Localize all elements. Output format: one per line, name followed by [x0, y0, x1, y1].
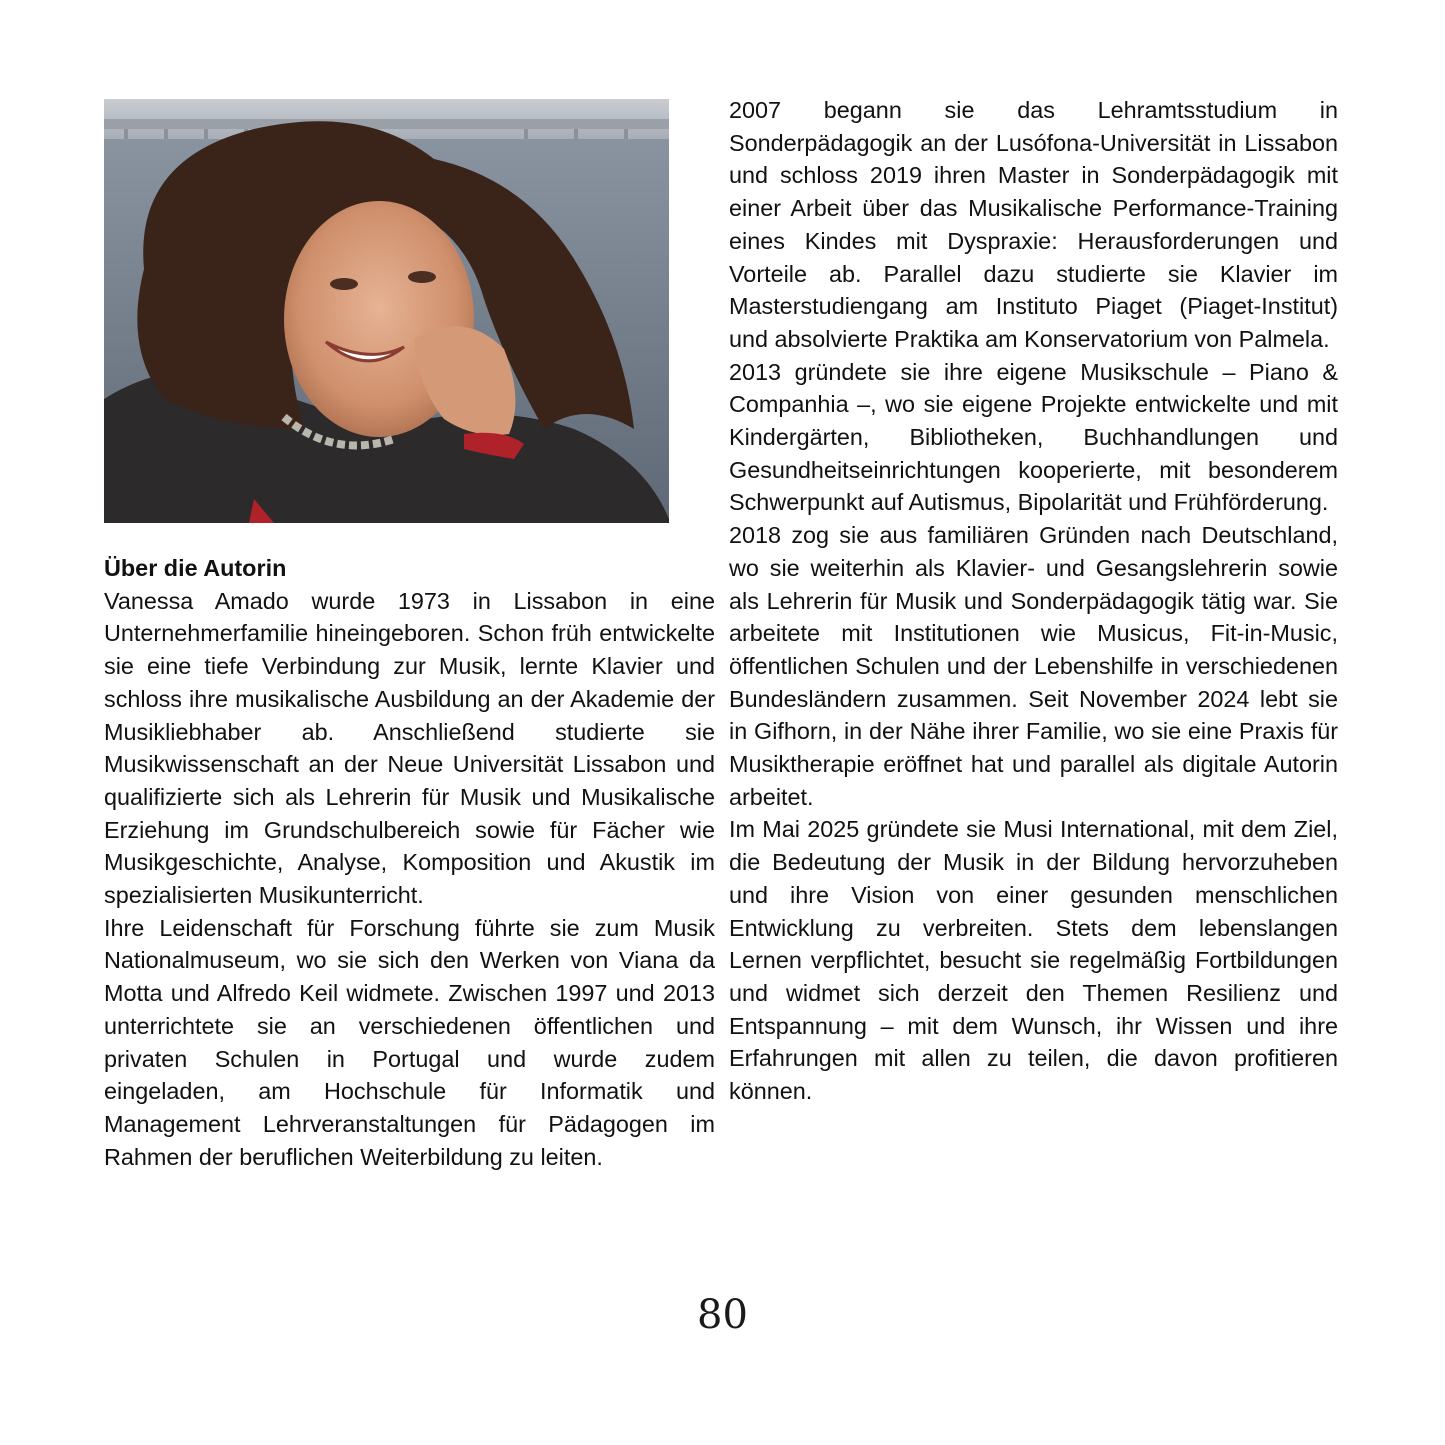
right-text-column	[729, 94, 1338, 1108]
section-heading: Über die Autorin	[104, 555, 287, 581]
author-portrait-photo	[104, 99, 669, 523]
page-number: 80	[697, 1292, 748, 1338]
paragraph: 2013 gründete sie ihre eigene Musikschule – Piano & Companhia –, wo sie eigene Projekte entwickelte und mit Kindergärten, Bibliotheken, Buchhandlungen und Gesundheitseinrichtungen kooperierte, mit besonderem Schwerpunkt auf Autismus, Bipolarität und Frühförderung.	[729, 358, 1338, 516]
paragraph: Ihre Leidenschaft für Forschung führte sie zum Musik Nationalmuseum, wo sie sich den Werken von Viana da Motta und Alfredo Keil widmete. Zwischen 1997 und 2013 unterrichtete sie an verschiedenen öffentlichen und privaten Schulen in Portugal und wurde zudem eingeladen, am Hochschule für Informatik und Management Lehrveranstaltungen für Pädagogen im Rahmen der beruflichen Weiterbildung zu leiten.	[104, 914, 715, 1170]
paragraph: 2007 begann sie das Lehramtsstudium in Sonderpädagogik an der Lusófona-Universität in Lissabon und schloss 2019 ihren Master in Sonderpädagogik mit einer Arbeit über das Musikalische Performance-Training eines Kindes mit Dyspraxie: Herausforderungen und Vorteile ab. Parallel dazu studierte sie Klavier im Masterstudiengang am Instituto Piaget (Piaget-Institut) und absolvierte Praktika am Konservatorium von Palmela.	[729, 97, 1338, 352]
paragraph: 2018 zog sie aus familiären Gründen nach Deutschland, wo sie weiterhin als Klavier- und Gesangslehrerin sowie als Lehrerin für Musik und Sonderpädagogik tätig war. Sie arbeitete mit Institutionen wie Musicus, Fit-in-Music, öffentlichen Schulen und der Lebenshilfe in verschiedenen Bundesländern zusammen. Seit November 2024 lebt sie in Gifhorn, in der Nähe ihrer Familie, wo sie eine Praxis für Musiktherapie eröffnet hat und parallel als digitale Autorin arbeitet.	[729, 522, 1338, 810]
paragraph: Vanessa Amado wurde 1973 in Lissabon in eine Unternehmerfamilie hineingeboren. Schon früh entwickelte sie eine tiefe Verbindung zur Musik, lernte Klavier und schloss ihre musikalische Ausbildung an der Akademie der Musikliebhaber ab. Anschließend studierte sie Musikwissenschaft an der Neue Universität Lissabon und qualifizierte sich als Lehrerin für Musik und Musikalische Erziehung im Grundschulbereich sowie für Fächer wie Musikgeschichte, Analyse, Komposition und Akustik im spezialisierten Musikunterricht.	[104, 587, 715, 909]
paragraph: Im Mai 2025 gründete sie Musi International, mit dem Ziel, die Bedeutung der Musik in der Bildung hervorzuheben und ihre Vision von einer gesunden menschlichen Entwicklung zu verbreiten. Stets dem lebenslangen Lernen verpflichtet, besucht sie regelmäßig Fortbildungen und widmet sich derzeit den Themen Resilienz und Entspannung – mit dem Wunsch, ihr Wissen und ihre Erfahrungen mit allen zu teilen, die davon profitieren können.	[729, 816, 1338, 1105]
left-text-column	[104, 552, 715, 1173]
